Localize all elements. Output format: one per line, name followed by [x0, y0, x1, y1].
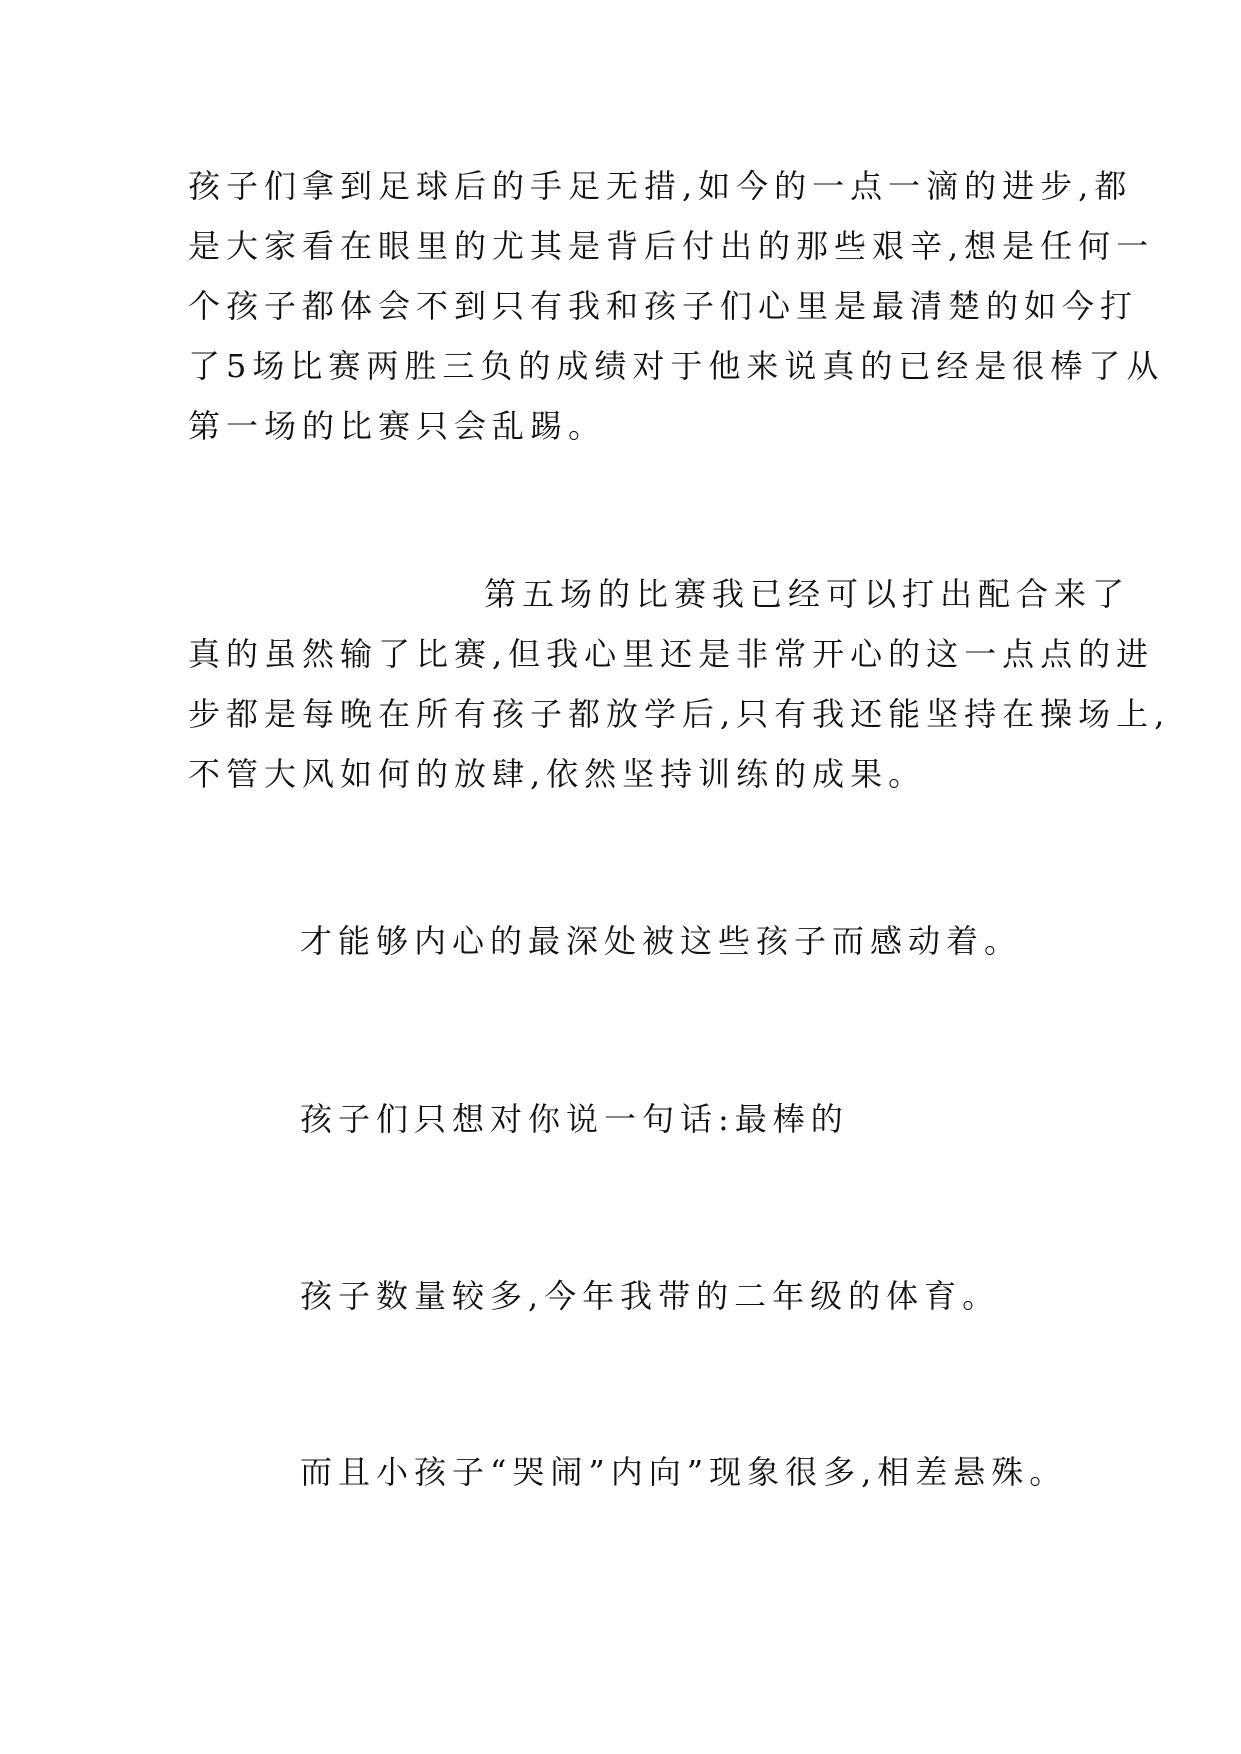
paragraph-4: 孩子们只想对你说一句话:最棒的: [300, 1100, 849, 1138]
paragraph-1-line-3: 个孩子都体会不到只有我和孩子们心里是最清楚的如今打: [188, 287, 1139, 325]
paragraph-1-line-1: 孩子们拿到足球后的手足无措,如今的一点一滴的进步,都: [188, 167, 1133, 205]
paragraph-1-line-2: 是大家看在眼里的尤其是背后付出的那些艰辛,想是任何一: [188, 227, 1155, 265]
paragraph-5: 孩子数量较多,今年我带的二年级的体育。: [300, 1277, 1001, 1315]
paragraph-2-line-4: 不管大风如何的放肆,依然坚持训练的成果。: [188, 755, 927, 793]
paragraph-6: 而且小孩子“哭闹”内向”现象很多,相差悬殊。: [300, 1453, 1068, 1491]
paragraph-1-line-4: 了5场比赛两胜三负的成绩对于他来说真的已经是很棒了从: [188, 347, 1165, 385]
paragraph-2-line-1: 第五场的比赛我已经可以打出配合来了: [484, 575, 1131, 613]
paragraph-1-line-5: 第一场的比赛只会乱踢。: [188, 407, 607, 445]
paragraph-2-line-3: 步都是每晚在所有孩子都放学后,只有我还能坚持在操场上,: [188, 695, 1171, 733]
paragraph-3: 才能够内心的最深处被这些孩子而感动着。: [300, 922, 1023, 960]
paragraph-2-line-2: 真的虽然输了比赛,但我心里还是非常开心的这一点点的进: [188, 635, 1155, 673]
